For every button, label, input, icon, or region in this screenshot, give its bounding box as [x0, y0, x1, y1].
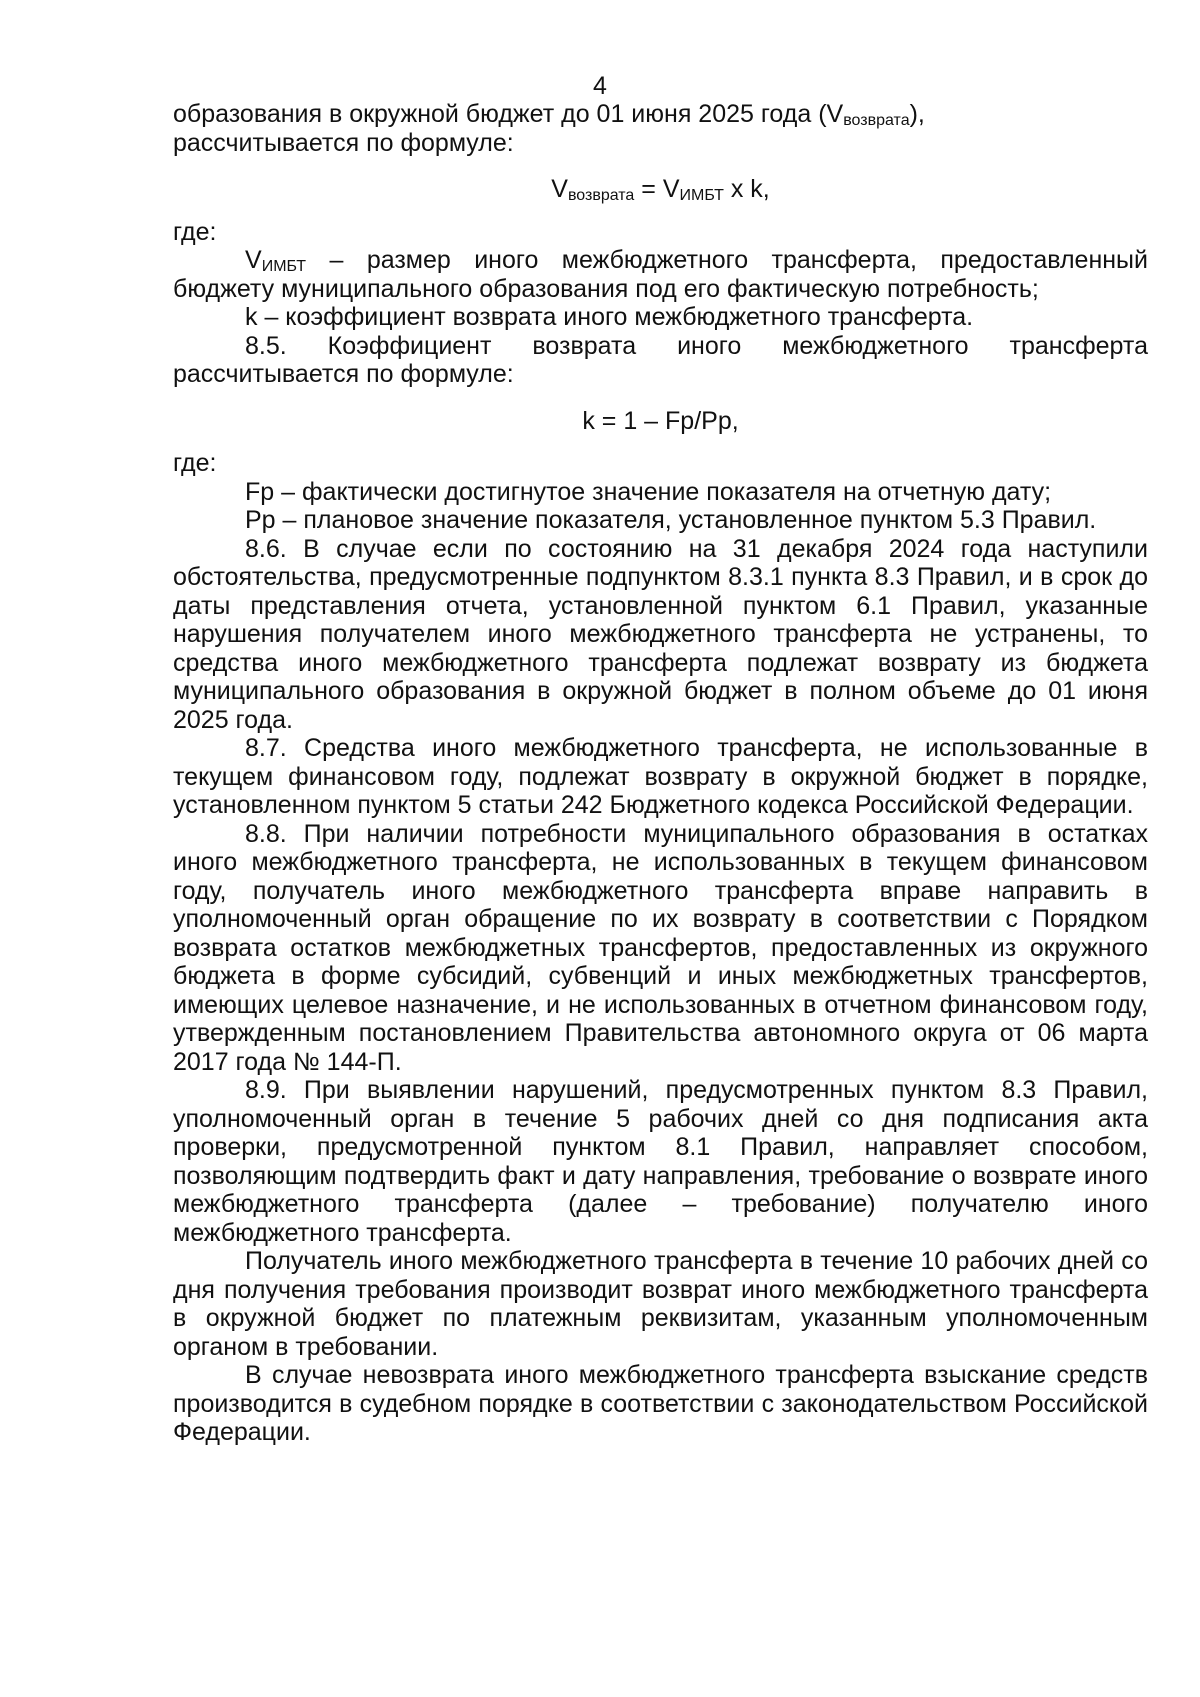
paragraph-recipient: Получатель иного межбюджетного трансферта в течение 10 рабочих дней со дня получения требования производит возврат иного межбюджетного трансферта в окружной бюджет по платежным реквизитам, указанным уполномоченным органом в требовании.: [173, 1247, 1148, 1361]
paragraph-continuation: образования в окружной бюджет до 01 июня 2025 года $(V_{возврата})$,: [173, 100, 925, 129]
formula-coefficient: k = 1 – Fp/Pp,: [582, 406, 739, 435]
definition-k: k – коэффициент возврата иного межбюджетного трансферта.: [245, 303, 974, 331]
definition-fp: Fp – фактически достигнутое значение показателя на отчетную дату;: [245, 477, 1052, 506]
paragraph-8-9: 8.9. При выявлении нарушений, предусмотренных пунктом 8.3 Правил, уполномоченный орган в течение 5 рабочих дней со дня подписания акта проверки, предусмотренной пунктом 8.1 Правил, направляет способом, позволяющим подтвердить факт и дату направления, требование о возврате иного межбюджетного трансферта (далее – требование) получателю иного межбюджетного трансферта.: [173, 1076, 1148, 1247]
paragraph-8-6: 8.6. В случае если по состоянию на 31 декабря 2024 года наступили обстоятельства, предусмотренные подпунктом 8.3.1 пункта 8.3 Правил, и в срок до даты представления отчета, установленной пунктом 6.1 Правил, указанные нарушения получателем иного межбюджетного трансферта не устранены, то средства иного межбюджетного трансферта подлежат возврату из бюджета муниципального образования в окружной бюджет в полном объеме до 01 июня 2025 года.: [173, 534, 1148, 734]
definition-pp: Pp – плановое значение показателя, установленное пунктом 5.3 Правил.: [245, 506, 1097, 534]
paragraph-non-return: В случае невозврата иного межбюджетного трансферта взыскание средств производится в судебном порядке в соответствии с законодательством Российской Федерации.: [173, 1361, 1148, 1446]
formula-return-volume: $V_{возврата} = V_{ИМБТ}$ x k,: [551, 175, 770, 204]
paragraph-continuation-line2: рассчитывается по формуле:: [173, 128, 514, 157]
paragraph-8-8: 8.8. При наличии потребности муниципального образования в остатках иного межбюджетного трансферта, не использованных в текущем финансовом году, получатель иного межбюджетного трансферта вправе направить в уполномоченный орган обращение по их возврату в соответствии с Порядком возврата остатков межбюджетных трансфертов, предоставленных из окружного бюджета в форме субсидий, субвенций и иных межбюджетных трансфертов, имеющих целевое назначение, и не использованных в отчетном финансовом году, утвержденным постановлением Правительства автономного округа от 06 марта 2017 года № 144-П.: [173, 819, 1148, 1076]
document-body: [173, 100, 1148, 1447]
paragraph-8-5: 8.5. Коэффициент возврата иного межбюджетного трансферта рассчитывается по формуле:: [173, 331, 1148, 388]
page-number: 4: [593, 72, 607, 100]
definition-v-imbt: $V_{ИМБТ}$ – размер иного межбюджетного трансферта, предоставленный бюджету муниципального образования под его фактическую потребность;: [173, 246, 1148, 303]
paragraph-8-7: 8.7. Средства иного межбюджетного трансферта, не использованные в текущем финансовом году, подлежат возврату в окружной бюджет в порядке, установленном пунктом 5 статьи 242 Бюджетного кодекса Российской Федерации.: [173, 734, 1148, 819]
where-label: где:: [173, 217, 217, 246]
where-label-2: где:: [173, 449, 217, 477]
